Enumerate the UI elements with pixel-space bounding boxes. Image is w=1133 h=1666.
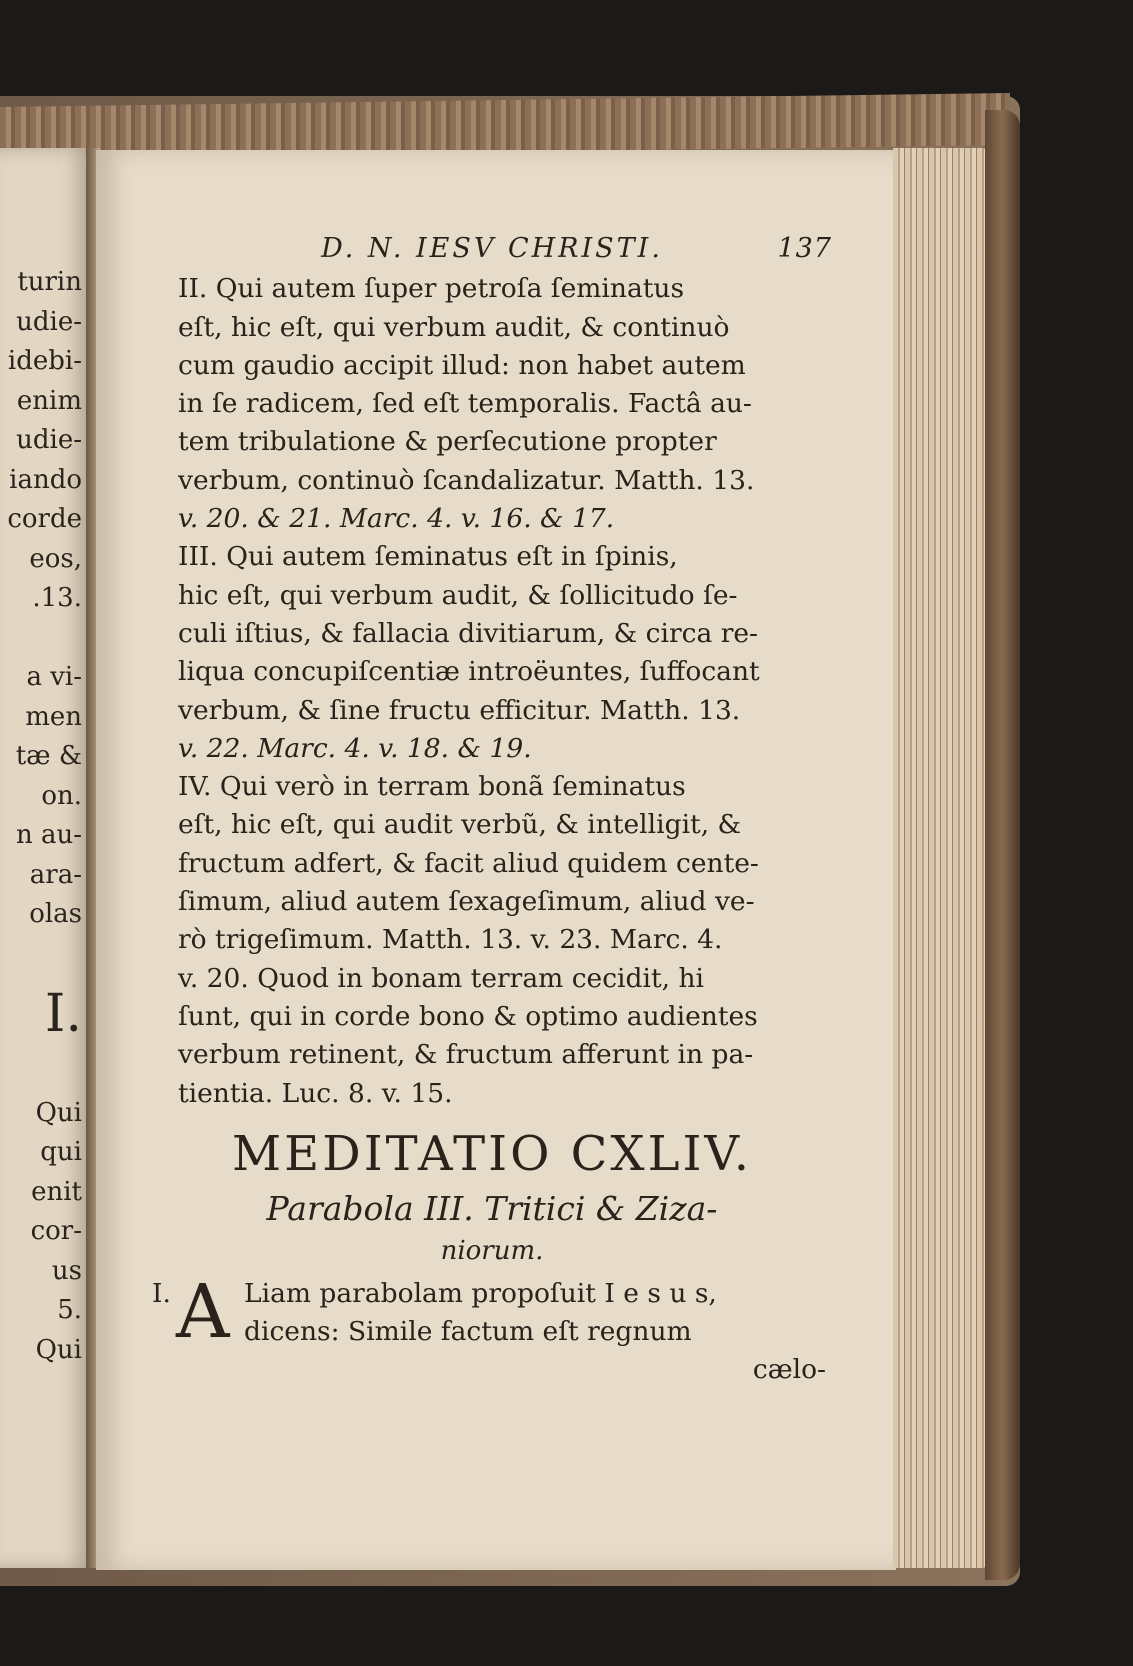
text-line: v. 22. Marc. 4. v. 18. & 19.: [178, 732, 532, 764]
meditation-title: MEDITATIO CXLIV.: [232, 1125, 752, 1182]
text-line: rò trigeſimum. Matth. 13. v. 23. Marc. 4.: [178, 924, 723, 956]
text-line: v. 20. Quod in bonam terram cecidit, hi: [178, 962, 705, 994]
left-page-fragment: n au-: [15, 820, 82, 850]
right-page: [96, 150, 896, 1570]
parable-title: Parabola III. Tritici & Ziza-: [266, 1188, 718, 1228]
page-edges: [893, 148, 988, 1568]
page-number: 137: [777, 233, 832, 264]
left-page-fragment: enim: [16, 385, 82, 416]
drop-capital: A: [176, 1268, 230, 1355]
left-page-fragment: Qui: [35, 1097, 82, 1128]
text-line: hic eſt, qui verbum audit, & ſollicitudo ſe-: [178, 579, 738, 611]
left-page-fragment: [0, 619, 82, 659]
paragraph-number: I.: [152, 1277, 171, 1309]
text-line: ſimum, aliud autem ſexageſimum, aliud ve-: [178, 886, 755, 918]
text-line: Liam parabolam propoſuit I e s u s,: [244, 1277, 717, 1309]
paragraph-iv: [152, 768, 832, 1113]
left-page-fragment: udie-: [16, 425, 82, 455]
left-page-fragment: on.: [41, 780, 82, 811]
left-page-fragment: a vi-: [26, 662, 82, 692]
left-page-fragment: tæ &: [15, 741, 82, 771]
text-line: eſt, hic eſt, qui verbum audit, & continuò: [178, 311, 730, 343]
catchword: cælo-: [752, 1354, 826, 1386]
text-line: in ſe radicem, ſed eſt temporalis. Factâ au-: [178, 388, 752, 420]
paragraph-ii: [152, 270, 832, 538]
text-line: eſt, hic eſt, qui audit verbũ, & intelligit, &: [178, 809, 742, 841]
left-page-fragment: men: [25, 701, 82, 732]
right-page-text: [152, 230, 832, 1390]
text-line: verbum, & ſine fructu efficitur. Matth. 13.: [178, 694, 741, 726]
left-page-fragment: idebi-: [7, 346, 82, 376]
left-page-fragment: .13.: [32, 583, 82, 613]
paragraph-iii: [152, 538, 832, 768]
text-line: IV. Qui verò in terram bonã ſeminatus: [178, 771, 686, 803]
text-line: fructum adfert, & facit aliud quidem cente-: [178, 847, 759, 879]
left-page-text-column: [0, 263, 82, 1370]
text-line: liqua concupiſcentiæ introëuntes, ſuffocant: [178, 656, 760, 688]
left-page-fragment: ara-: [29, 859, 82, 890]
text-line: verbum, continuò ſcandalizatur. Matth. 13.: [178, 464, 755, 496]
text-line: tientia. Luc. 8. v. 15.: [178, 1077, 453, 1109]
left-page-fragment: olas: [29, 899, 82, 929]
left-page-fragment: corde: [7, 504, 82, 534]
text-line: v. 20. & 21. Marc. 4. v. 16. & 17.: [178, 503, 615, 535]
left-page: [0, 148, 92, 1568]
left-page-fragment: I.: [44, 984, 82, 1044]
left-page-fragment: [0, 1054, 82, 1094]
text-line: dicens: Simile factum eſt regnum: [244, 1316, 692, 1348]
left-page-fragment: eos,: [29, 543, 82, 574]
text-line: verbum retinent, & fructum afferunt in pa-: [178, 1039, 754, 1071]
left-page-fragment: iando: [9, 464, 82, 495]
left-page-fragment: turin: [17, 267, 82, 297]
parable-title-continued: niorum.: [440, 1235, 544, 1266]
left-page-fragment: qui: [40, 1137, 82, 1167]
paragraph-i: [152, 1268, 832, 1355]
running-header: [152, 230, 832, 268]
text-line: III. Qui autem ſeminatus eſt in ſpinis,: [178, 541, 678, 573]
left-page-fragment: us: [51, 1255, 82, 1286]
text-line: cum gaudio accipit illud: non habet autem: [178, 349, 746, 381]
left-page-fragment: udie-: [16, 306, 82, 337]
left-page-fragment: cor-: [30, 1216, 82, 1246]
text-line: culi iſtius, & fallacia divitiarum, & circa re-: [178, 617, 758, 649]
header-title: D. N. IESV CHRISTI.: [321, 233, 663, 264]
text-line: tem tribulatione & perſecutione propter: [178, 426, 717, 458]
left-page-fragment: 5.: [57, 1295, 82, 1325]
left-page-fragment: Qui: [35, 1334, 82, 1365]
book-cover-edge: [985, 110, 1020, 1580]
text-line: II. Qui autem ſuper petroſa ſeminatus: [178, 273, 685, 305]
left-page-fragment: [0, 935, 82, 975]
left-page-fragment: enit: [31, 1176, 82, 1207]
text-line: ſunt, qui in corde bono & optimo audientes: [178, 1000, 758, 1032]
